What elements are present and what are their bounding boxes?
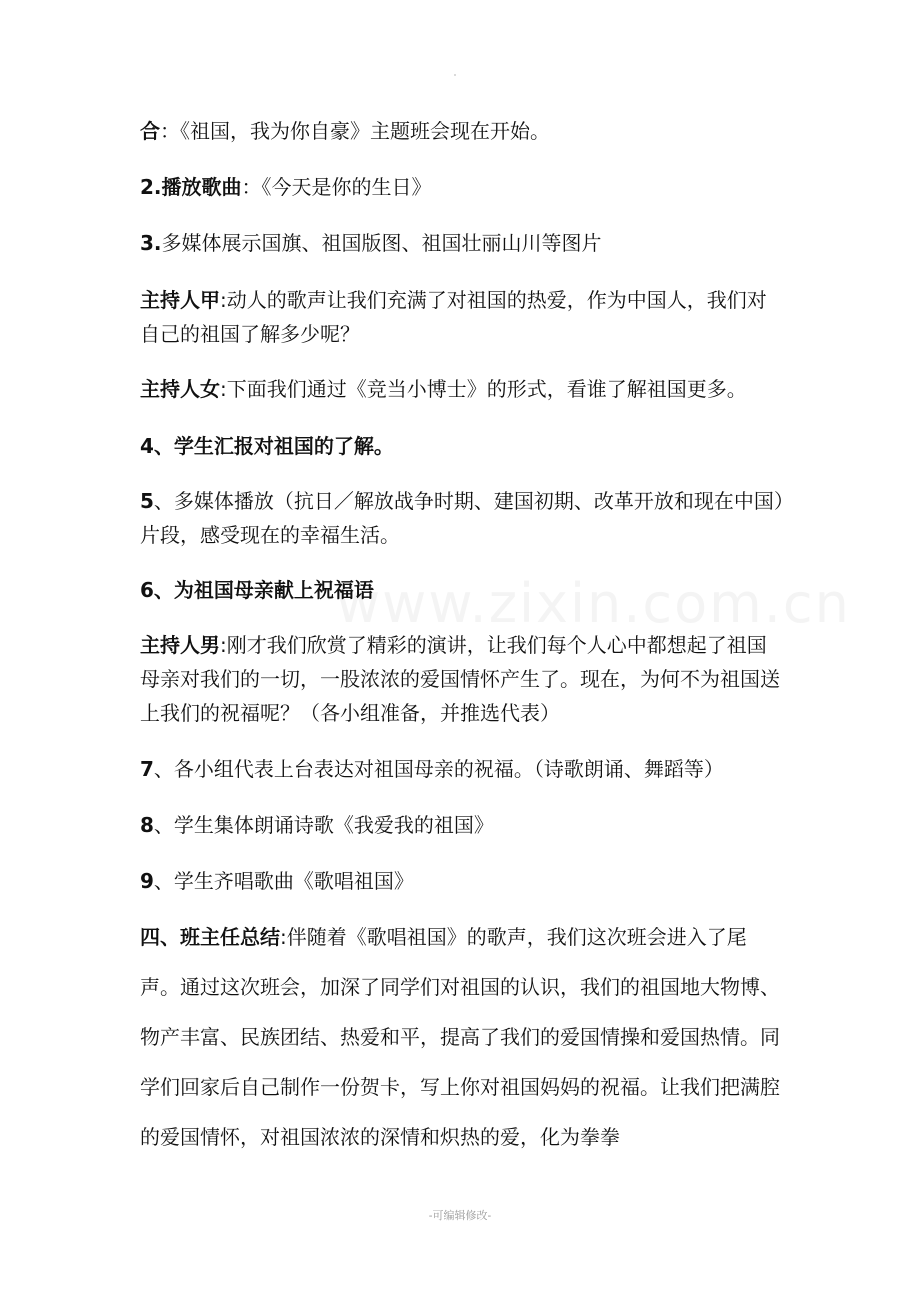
paragraph-item-4 (140, 429, 785, 463)
page-footer: -可编辑修改- (428, 1209, 492, 1222)
paragraph-host-male (140, 628, 785, 730)
item-label: 2.播放歌曲 (140, 175, 242, 199)
paragraph-item-8 (140, 808, 785, 842)
section-label: 四、班主任总结 (140, 925, 280, 949)
paragraph-text: ：《祖国，我为你自豪》主题班会现在开始。 (160, 119, 550, 143)
paragraph-item-9 (140, 864, 785, 898)
paragraph-text: 、各小组代表上台表达对祖国母亲的祝福。（诗歌朗诵、舞蹈等） (153, 757, 724, 781)
paragraph-text: :伴随着《歌唱祖国》的歌声，我们这次班会进入了尾声。通过这次班会，加深了同学们对祖国的认识，我们的祖国地大物博、物产丰富、民族团结、热爱和平，提高了我们的爱国情操和爱国热情。同学们回家后自己制作一份贺卡，写上你对祖国妈妈的祝福。让我们把满腔的爱国情怀，对祖国浓浓的深情和炽热的爱，化为拳拳 (140, 925, 780, 1149)
speaker-label: 主持人男 (140, 633, 220, 657)
paragraph-item-5 (140, 484, 785, 552)
paragraph-host-a (140, 283, 785, 351)
paragraph-text: :下面我们通过《竞当小博士》的形式，看谁了解祖国更多。 (220, 377, 747, 401)
paragraph-text: ：《今天是你的生日》 (241, 175, 432, 199)
paragraph-opening (140, 114, 785, 148)
top-dot (454, 74, 456, 76)
paragraph-text: 、学生集体朗诵诗歌《我爱我的祖国》 (153, 813, 494, 837)
paragraph-item-3 (140, 226, 785, 260)
paragraph-item-7 (140, 752, 785, 786)
item-label: 3. (140, 231, 162, 255)
paragraph-text: 、学生齐唱歌曲《歌唱祖国》 (153, 869, 414, 893)
item-heading: 6、为祖国母亲献上祝福语 (140, 578, 374, 602)
paragraph-host-female (140, 372, 785, 406)
speaker-label: 合 (140, 119, 160, 143)
paragraph-text: 多媒体展示国旗、祖国版图、祖国壮丽山川等图片 (161, 231, 602, 255)
paragraph-item-2 (140, 170, 785, 204)
item-label: 7 (140, 757, 154, 781)
paragraph-summary (140, 912, 785, 1162)
paragraph-text: :动人的歌声让我们充满了对祖国的热爱，作为中国人，我们对自己的祖国了解多少呢？ (140, 288, 767, 346)
item-label: 5 (140, 489, 154, 513)
item-label: 8 (140, 813, 154, 837)
item-heading: 4、学生汇报对祖国的了解。 (140, 434, 394, 458)
paragraph-item-6 (140, 573, 785, 607)
watermark: www.zixin.com.cn (336, 572, 851, 635)
item-label: 9 (140, 869, 154, 893)
paragraph-text: 、多媒体播放（抗日／解放战争时期、建国初期、改革开放和现在中国）片段，感受现在的幸福生活。 (140, 489, 784, 547)
paragraph-text: :刚才我们欣赏了精彩的演讲，让我们每个人心中都想起了祖国母亲对我们的一切，一股浓浓的爱国情怀产生了。现在，为何不为祖国送上我们的祝福呢？（各小组准备，并推选代表） (140, 633, 780, 725)
speaker-label: 主持人女 (140, 377, 220, 401)
speaker-label: 主持人甲 (140, 288, 220, 312)
